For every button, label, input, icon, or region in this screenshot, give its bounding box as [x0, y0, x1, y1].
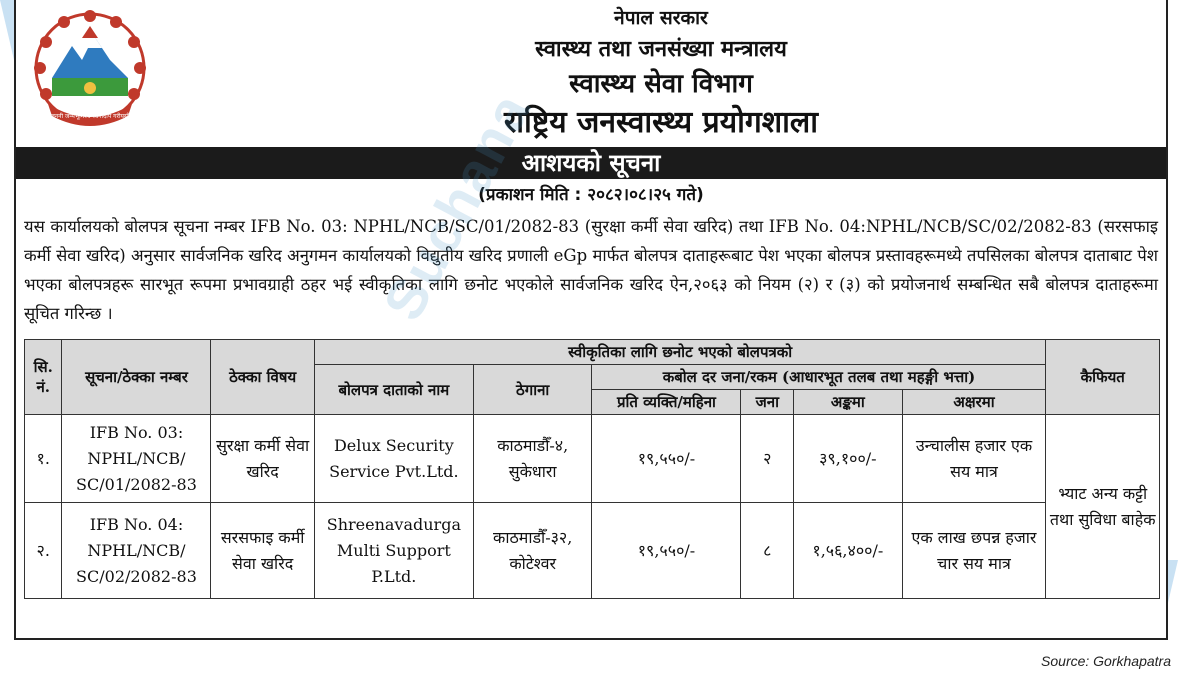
publish-date: (प्रकाशन मिति : २०८२।०८।२५ गते)	[478, 185, 704, 205]
col-header-in-words: अक्षरमा	[902, 390, 1046, 415]
source-credit: Source: Gorkhapatra	[1041, 653, 1171, 669]
notice-header	[16, 0, 1166, 145]
notice-title: आशयको सूचना	[521, 149, 661, 177]
cell-remarks: भ्याट अन्य कट्टी तथा सुविधा बाहेक	[1046, 415, 1160, 599]
cell-count: ८	[741, 503, 794, 599]
table-row	[25, 503, 1160, 599]
department-name: स्वास्थ्य सेवा विभाग	[569, 69, 753, 99]
cell-sn: २.	[25, 503, 62, 599]
cell-in-figures: १,५६,४००/-	[794, 503, 902, 599]
laboratory-name: राष्ट्रिय जनस्वास्थ्य प्रयोगशाला	[503, 105, 819, 140]
cell-per-person: १९,५५०/-	[592, 415, 741, 503]
cell-subject: सुरक्षा कर्मी सेवा खरिद	[211, 415, 314, 503]
col-header-address: ठेगाना	[473, 365, 592, 415]
col-header-per-person: प्रति व्यक्ति/महिना	[592, 390, 741, 415]
cell-sn: १.	[25, 415, 62, 503]
col-header-subject: ठेक्का विषय	[211, 340, 314, 415]
cell-count: २	[741, 415, 794, 503]
col-header-bid-rate: कबोल दर जना/रकम (आधारभूत तलब तथा महङ्गी भत्ता)	[592, 365, 1046, 390]
bid-table	[24, 339, 1160, 599]
cell-subject: सरसफाइ कर्मी सेवा खरिद	[211, 503, 314, 599]
cell-bidder: Delux Security Service Pvt.Ltd.	[314, 415, 473, 503]
notice-body: यस कार्यालयको बोलपत्र सूचना नम्बर IFB No. 03: NPHL/NCB/SC/01/2082-83 (सुरक्षा कर्मी सेवा खरिद) तथा IFB No. 04:NPHL/NCB/SC/02/2082-83 (सरसफाइ कर्मी सेवा खरिद) अनुसार सार्वजनिक खरिद अनुगमन कार्यालयको विद्युतीय खरिद प्रणाली eGp मार्फत बोलपत्र दाताहरूबाट पेश भएका बोलपत्र प्रस्तावहरूमध्ये तपसिलका बोलपत्र दाताबाट पेश भएका बोलपत्रहरू सारभूत रूपमा प्रभावग्राही ठहर भई स्वीकृतिका लागि छनोट भएकोले सार्वजनिक खरिद ऐन,२०६३ को नियम (२) र (३) को प्रयोजनार्थ सम्बन्धित सबै बोलपत्र दाताहरूमा सूचित गरिन्छ ।	[24, 217, 1158, 323]
cell-in-figures: ३९,१००/-	[794, 415, 902, 503]
cell-address: काठमाडौँ-३२, कोटेश्वर	[473, 503, 592, 599]
col-header-count: जना	[741, 390, 794, 415]
cell-notice-no: IFB No. 04: NPHL/NCB/ SC/02/2082-83	[62, 503, 211, 599]
col-header-selected-group: स्वीकृतिका लागि छनोट भएको बोलपत्रको	[314, 340, 1046, 365]
cell-in-words: उन्चालीस हजार एक सय मात्र	[902, 415, 1046, 503]
cell-in-words: एक लाख छपन्न हजार चार सय मात्र	[902, 503, 1046, 599]
col-header-sn: सि. नं.	[25, 340, 62, 415]
cell-per-person: १९,५५०/-	[592, 503, 741, 599]
ministry-name: स्वास्थ्य तथा जनसंख्या मन्त्रालय	[535, 37, 787, 62]
govt-name: नेपाल सरकार	[614, 7, 708, 29]
col-header-in-figures: अङ्कमा	[794, 390, 902, 415]
nepal-emblem-icon	[30, 8, 150, 133]
svg-text:जननी जन्मभूमिश्च स्वर्गादपि गर: जननी जन्मभूमिश्च स्वर्गादपि गरीयसी	[50, 113, 130, 120]
col-header-remarks: कैफियत	[1046, 340, 1160, 415]
notice-frame	[14, 0, 1168, 640]
cell-address: काठमाडौँ-४, सुकेधारा	[473, 415, 592, 503]
col-header-notice-no: सूचना/ठेक्का नम्बर	[62, 340, 211, 415]
cell-notice-no: IFB No. 03: NPHL/NCB/ SC/01/2082-83	[62, 415, 211, 503]
cell-bidder: Shreenavadurga Multi Support P.Ltd.	[314, 503, 473, 599]
notice-title-bar	[16, 147, 1166, 179]
col-header-bidder: बोलपत्र दाताको नाम	[314, 365, 473, 415]
table-row	[25, 415, 1160, 503]
